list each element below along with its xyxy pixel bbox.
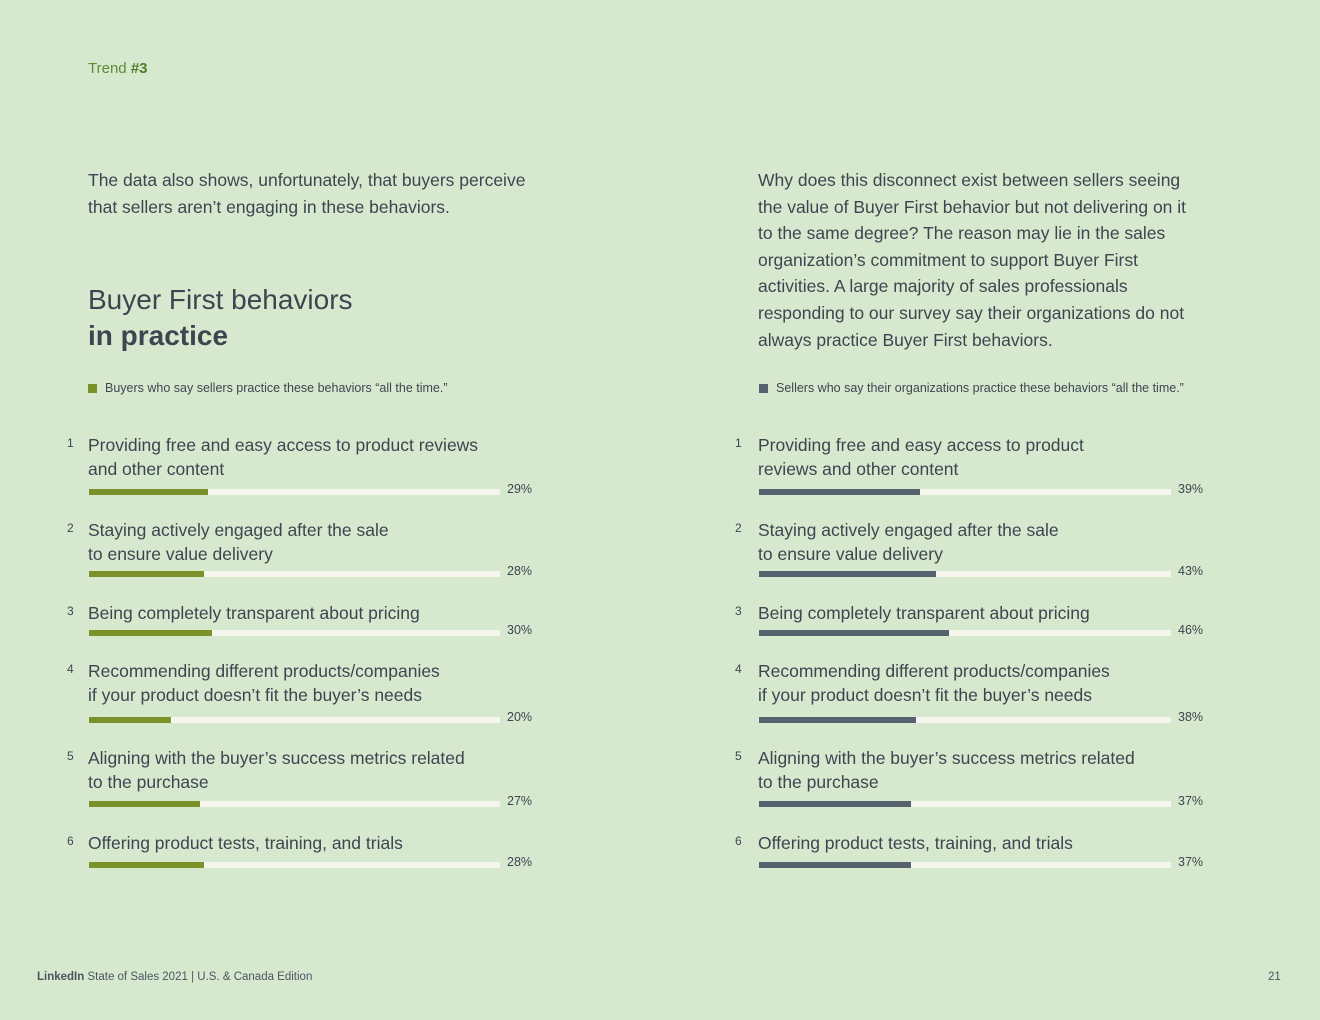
buyers-item-label-line1: Providing free and easy access to product reviews bbox=[88, 435, 479, 455]
buyers-value-label: 20% bbox=[507, 710, 533, 724]
buyers-value-label: 29% bbox=[507, 482, 533, 496]
sellers-item-label-line2: if your product doesn’t fit the buyer’s needs bbox=[758, 685, 1092, 705]
buyers-value-label: 27% bbox=[507, 794, 533, 808]
buyers-item-label-line2: to ensure value delivery bbox=[88, 544, 273, 564]
sellers-item-label bbox=[758, 831, 1073, 855]
buyers-item-label bbox=[88, 518, 389, 566]
buyers-item-label bbox=[88, 601, 420, 625]
sellers-item-number: 4 bbox=[735, 662, 742, 676]
buyers-bar bbox=[89, 630, 216, 636]
buyers-item-number: 2 bbox=[67, 521, 74, 535]
sellers-value-label: 39% bbox=[1178, 482, 1204, 496]
buyers-bar bbox=[89, 489, 212, 495]
buyers-bar-track bbox=[89, 801, 500, 807]
sellers-bar bbox=[759, 571, 940, 577]
buyers-item-number: 1 bbox=[67, 436, 74, 450]
page-number: 21 bbox=[1268, 971, 1281, 983]
buyers-item-number: 6 bbox=[67, 834, 74, 848]
sellers-bar-track bbox=[759, 717, 1171, 723]
heading-line-1: Buyer First behaviors bbox=[88, 284, 353, 315]
buyers-item-label bbox=[88, 659, 440, 707]
sellers-value-label: 37% bbox=[1178, 855, 1204, 869]
buyers-bar-track bbox=[89, 630, 500, 636]
sellers-item-label bbox=[758, 601, 1090, 625]
sellers-bar bbox=[759, 489, 924, 495]
sellers-bar-track bbox=[759, 630, 1171, 636]
sellers-bar-track bbox=[759, 489, 1171, 495]
buyers-value-label: 28% bbox=[507, 855, 533, 869]
buyers-bar bbox=[89, 717, 175, 723]
left-intro-paragraph: The data also shows, unfortunately, that buyers perceive that sellers aren’t engaging in these behaviors. bbox=[88, 170, 526, 217]
footer-brand: LinkedIn bbox=[37, 971, 85, 983]
sellers-item-number: 6 bbox=[735, 834, 742, 848]
sellers-bar-track bbox=[759, 862, 1171, 868]
sellers-item-number: 1 bbox=[735, 436, 742, 450]
sellers-item-label bbox=[758, 518, 1059, 566]
sellers-item-label bbox=[758, 659, 1110, 707]
trend-prefix: Trend bbox=[88, 60, 127, 77]
legend-buyers bbox=[88, 381, 448, 395]
legend-text-sellers: Sellers who say their organizations practice these behaviors “all the time.” bbox=[776, 381, 1184, 395]
buyers-item-label-line1: Being completely transparent about pricing bbox=[88, 603, 420, 623]
buyers-item-number: 4 bbox=[67, 662, 74, 676]
buyers-item-number: 3 bbox=[67, 604, 74, 618]
footer-publication: State of Sales 2021 bbox=[87, 971, 188, 983]
legend-text-buyers: Buyers who say sellers practice these behaviors “all the time.” bbox=[105, 381, 448, 395]
legend-swatch-sellers bbox=[759, 384, 768, 393]
heading-line-2: in practice bbox=[88, 320, 229, 351]
sellers-bar-track bbox=[759, 571, 1171, 577]
sellers-bar bbox=[759, 801, 915, 807]
buyers-item-label-line1: Recommending different products/companies bbox=[88, 661, 440, 681]
buyers-item-label-line2: to the purchase bbox=[88, 772, 209, 792]
buyers-item-label-line1: Aligning with the buyer’s success metrics related bbox=[88, 748, 465, 768]
buyers-value-label: 30% bbox=[507, 623, 533, 637]
right-intro-paragraph: Why does this disconnect exist between sellers seeing the value of Buyer First behavior but not delivering on it to the same degree? The reason may lie in the sales organization’s commitment to support Buyer First activities. A large majority of sales professionals responding to our survey say their organizations do not always practice Buyer First behaviors. bbox=[758, 170, 1187, 350]
sellers-item-number: 2 bbox=[735, 521, 742, 535]
buyers-bar bbox=[89, 571, 208, 577]
buyers-item-label bbox=[88, 831, 403, 855]
buyers-bar bbox=[89, 801, 204, 807]
sellers-value-label: 46% bbox=[1178, 623, 1204, 637]
sellers-item-label bbox=[758, 746, 1135, 794]
buyers-value-label: 28% bbox=[507, 564, 533, 578]
legend-sellers bbox=[759, 381, 1184, 395]
sellers-item-label-line2: reviews and other content bbox=[758, 459, 959, 479]
sellers-item-label-line1: Staying actively engaged after the sale bbox=[758, 520, 1059, 540]
sellers-bar bbox=[759, 717, 920, 723]
sellers-item-label bbox=[758, 433, 1084, 481]
sellers-bar bbox=[759, 862, 915, 868]
buyers-item-label-line1: Offering product tests, training, and trials bbox=[88, 833, 403, 853]
sellers-value-label: 43% bbox=[1178, 564, 1204, 578]
sellers-item-label-line1: Recommending different products/companies bbox=[758, 661, 1110, 681]
buyers-bar-track bbox=[89, 489, 500, 495]
sellers-item-label-line1: Providing free and easy access to product bbox=[758, 435, 1084, 455]
buyers-bar-track bbox=[89, 571, 500, 577]
sellers-item-label-line2: to ensure value delivery bbox=[758, 544, 943, 564]
buyers-item-label-line1: Staying actively engaged after the sale bbox=[88, 520, 389, 540]
section-heading bbox=[88, 282, 353, 354]
legend-swatch-buyers bbox=[88, 384, 97, 393]
buyers-item-label-line2: if your product doesn’t fit the buyer’s needs bbox=[88, 685, 422, 705]
buyers-bar bbox=[89, 862, 208, 868]
buyers-item-label-line2: and other content bbox=[88, 459, 225, 479]
trend-label bbox=[88, 60, 148, 77]
buyers-bar-track bbox=[89, 717, 500, 723]
sellers-item-number: 5 bbox=[735, 749, 742, 763]
sellers-item-number: 3 bbox=[735, 604, 742, 618]
sellers-bar bbox=[759, 630, 953, 636]
footer bbox=[37, 971, 312, 983]
sellers-bar-track bbox=[759, 801, 1171, 807]
buyers-item-label bbox=[88, 746, 465, 794]
footer-separator: | bbox=[191, 971, 195, 983]
buyers-item-number: 5 bbox=[67, 749, 74, 763]
buyers-bar-track bbox=[89, 862, 500, 868]
buyers-item-label bbox=[88, 433, 478, 481]
sellers-value-label: 38% bbox=[1178, 710, 1204, 724]
trend-number: #3 bbox=[130, 60, 148, 77]
sellers-item-label-line1: Aligning with the buyer’s success metrics related bbox=[758, 748, 1135, 768]
footer-edition: U.S. & Canada Edition bbox=[197, 971, 313, 983]
sellers-item-label-line1: Being completely transparent about pricing bbox=[758, 603, 1090, 623]
sellers-item-label-line1: Offering product tests, training, and trials bbox=[758, 833, 1073, 853]
sellers-item-label-line2: to the purchase bbox=[758, 772, 879, 792]
sellers-value-label: 37% bbox=[1178, 794, 1204, 808]
